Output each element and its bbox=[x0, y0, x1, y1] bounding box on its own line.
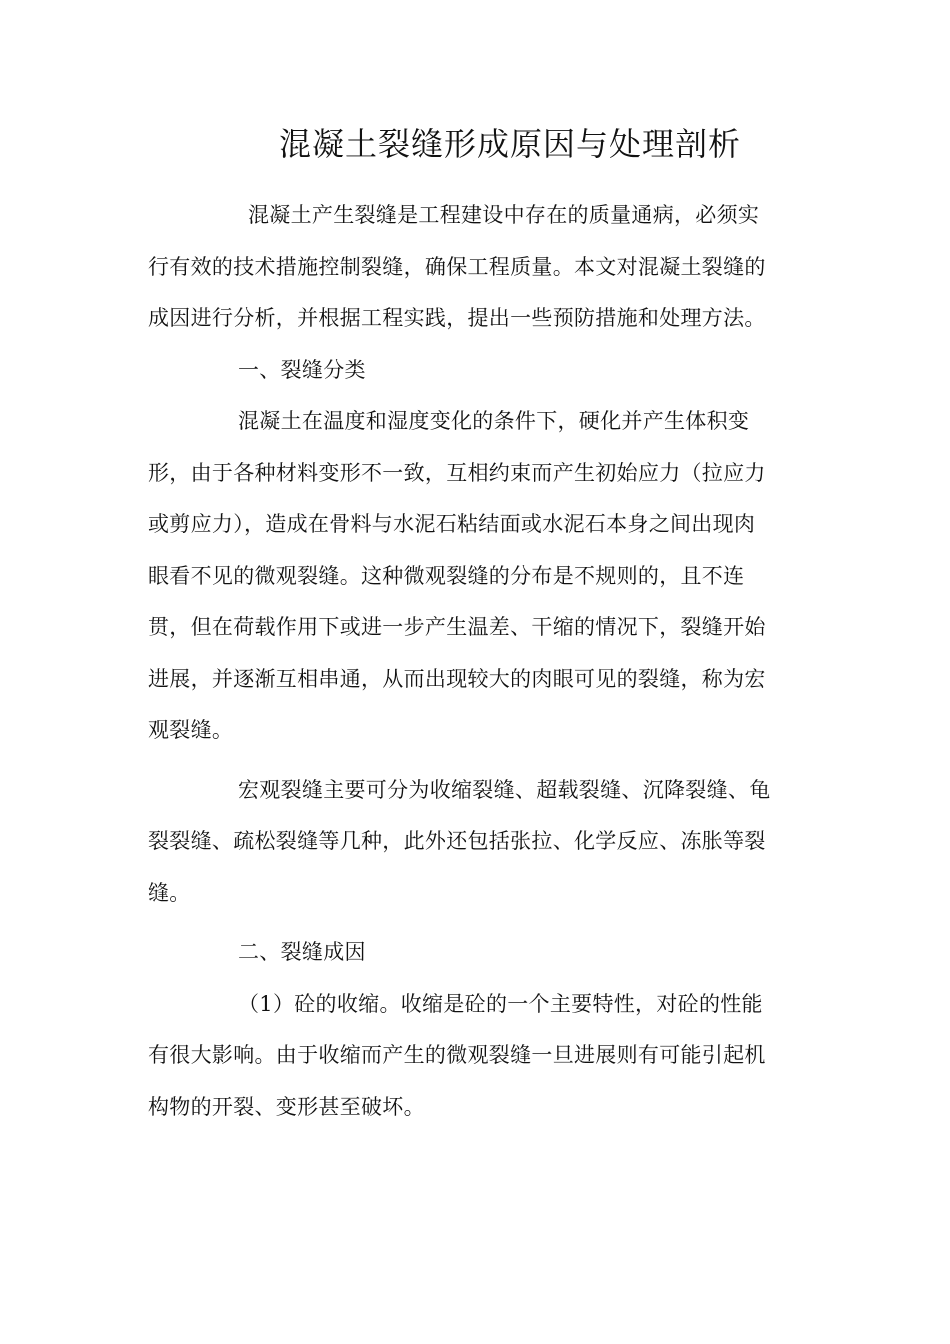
paragraph-line: 混凝土在温度和湿度变化的条件下，硬化并产生体积变 bbox=[238, 409, 750, 433]
paragraph-line: 构物的开裂、变形甚至破坏。 bbox=[148, 1094, 425, 1119]
paragraph-line: （1）砼的收缩。收缩是砼的一个主要特性，对砼的性能 bbox=[238, 991, 763, 1016]
paragraph-line: 形，由于各种材料变形不一致，互相约束而产生初始应力（拉应力 bbox=[148, 460, 766, 485]
paragraph-line: 进展，并逐渐互相串通，从而出现较大的肉眼可见的裂缝，称为宏 bbox=[148, 666, 766, 691]
paragraph-line: 裂裂缝、疏松裂缝等几种，此外还包括张拉、化学反应、冻胀等裂 bbox=[148, 829, 766, 853]
paragraph-line: 行有效的技术措施控制裂缝，确保工程质量。本文对混凝土裂缝的 bbox=[148, 254, 766, 279]
section-heading: 一、裂缝分类 bbox=[238, 357, 366, 382]
paragraph-line: 观裂缝。 bbox=[148, 718, 234, 742]
paragraph-line: 缝。 bbox=[148, 880, 191, 905]
paragraph-line: 贯，但在荷载作用下或进一步产生温差、干缩的情况下，裂缝开始 bbox=[148, 615, 766, 639]
paragraph-line: 宏观裂缝主要可分为收缩裂缝、超载裂缝、沉降裂缝、龟 bbox=[238, 777, 771, 802]
paragraph-line: 成因进行分析，并根据工程实践，提出一些预防措施和处理方法。 bbox=[148, 306, 766, 330]
document-title: 混凝土裂缝形成原因与处理剖析 bbox=[278, 125, 741, 163]
paragraph-line: 或剪应力），造成在骨料与水泥石粘结面或水泥石本身之间出现肉 bbox=[148, 512, 756, 536]
document-body bbox=[148, 190, 808, 1133]
paragraph-line: 眼看不见的微观裂缝。这种微观裂缝的分布是不规则的，且不连 bbox=[148, 563, 745, 588]
paragraph-line: 混凝土产生裂缝是工程建设中存在的质量通病，必须实 bbox=[248, 203, 760, 227]
paragraph-line: 有很大影响。由于收缩而产生的微观裂缝一旦进展则有可能引起机 bbox=[148, 1043, 766, 1067]
section-heading: 二、裂缝成因 bbox=[238, 940, 366, 964]
